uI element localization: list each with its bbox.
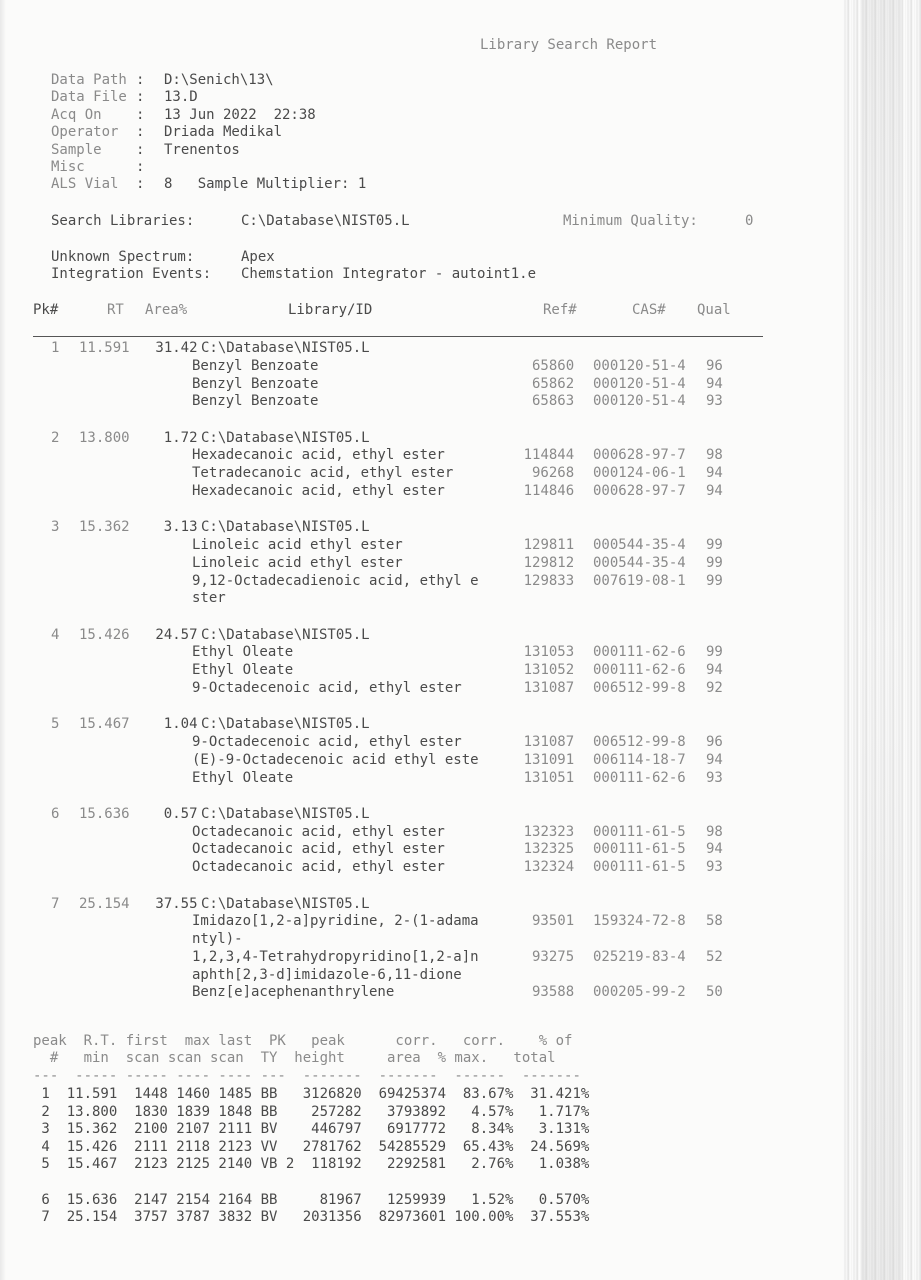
hit-qual: 99 [706, 644, 723, 661]
header-label: Operator [51, 124, 119, 141]
summary-header-line: peak R.T. first max last PK peak corr. corr. % of [33, 1033, 573, 1049]
hit-name: Benzyl Benzoate [192, 393, 319, 410]
hit-ref: 132325 [523, 841, 575, 858]
hit-name: ster [192, 590, 226, 607]
unknown-spectrum-value: Apex [241, 249, 275, 265]
peak-rt: 13.800 [79, 429, 130, 446]
header-value: 13 Jun 2022 22:38 [164, 106, 316, 123]
hit-cas: 000544-35-4 [593, 537, 686, 554]
hit-ref: 114844 [523, 447, 575, 464]
scan-right-shadow [861, 0, 901, 1280]
report-title: Library Search Report [480, 37, 658, 53]
col-ref: Ref# [543, 302, 577, 318]
hit-qual: 50 [706, 984, 723, 1001]
header-value: 8 Sample Multiplier: 1 [164, 176, 367, 193]
summary-row: 5 15.467 2123 2125 2140 VB 2 118192 2292581 2.76% 1.038% [33, 1156, 590, 1173]
hit-ref: 65860 [532, 357, 575, 374]
peak-rt: 15.467 [79, 716, 130, 733]
hit-ref: 132323 [523, 823, 575, 840]
hit-name: Tetradecanoic acid, ethyl ester [192, 465, 454, 482]
hit-name: Benzyl Benzoate [192, 375, 319, 392]
hit-qual: 92 [706, 679, 723, 696]
hit-cas: 006114-18-7 [593, 751, 686, 768]
peak-library: C:\Database\NIST05.L [201, 716, 370, 733]
header-value: 13.D [164, 89, 198, 106]
hit-name: Linoleic acid ethyl ester [192, 537, 403, 554]
hit-qual: 94 [706, 375, 723, 392]
hit-qual: 58 [706, 913, 723, 930]
hit-ref: 129812 [523, 554, 575, 571]
hit-name: Linoleic acid ethyl ester [192, 554, 403, 571]
peak-library: C:\Database\NIST05.L [201, 340, 370, 356]
hit-ref: 131052 [523, 662, 575, 679]
hit-cas: 000120-51-4 [593, 393, 686, 410]
hit-ref: 131091 [523, 751, 575, 768]
col-qual: Qual [697, 302, 731, 318]
hit-ref: 129811 [523, 537, 575, 554]
peak-number: 7 [51, 895, 60, 912]
header-value: Trenentos [164, 141, 240, 158]
integration-events-label: Integration Events: [51, 266, 212, 282]
peak-number: 1 [51, 340, 60, 356]
col-cas: CAS# [632, 302, 666, 318]
hit-qual: 94 [706, 662, 723, 679]
header-label: ALS Vial [51, 176, 119, 193]
hit-cas: 000111-61-5 [593, 823, 686, 840]
summary-header-line: --- ----- ----- ---- ---- --- ------- ------- ------ ------- [33, 1067, 581, 1084]
summary-row: 7 25.154 3757 3787 3832 BV 2031356 82973601 100.00% 37.553% [33, 1209, 590, 1226]
summary-row: 1 11.591 1448 1460 1485 BB 3126820 69425374 83.67% 31.421% [33, 1086, 590, 1102]
hit-name: Ethyl Oleate [192, 662, 294, 679]
hit-ref: 93275 [532, 948, 575, 965]
header-label: Acq On [51, 106, 102, 123]
hit-qual: 99 [706, 537, 723, 554]
hit-cas: 000111-62-6 [593, 662, 686, 679]
hit-cas: 006512-99-8 [593, 679, 686, 696]
header-colon: : [136, 141, 145, 158]
peak-rt: 15.636 [79, 805, 130, 822]
summary-row: 2 13.800 1830 1839 1848 BB 257282 3793892 4.57% 1.717% [33, 1103, 590, 1120]
peak-area: 31.42 [155, 340, 198, 356]
peak-area: 1.04 [163, 716, 198, 733]
header-colon: : [136, 106, 145, 123]
hit-cas: 000628-97-7 [593, 447, 686, 464]
peak-library: C:\Database\NIST05.L [201, 626, 370, 643]
peak-area: 1.72 [163, 429, 198, 446]
header-rule [33, 336, 763, 337]
hit-name: Benz[e]acephenanthrylene [192, 984, 395, 1001]
col-area: Area% [145, 302, 188, 318]
hit-qual: 99 [706, 554, 723, 571]
hit-name: Ethyl Oleate [192, 769, 294, 786]
hit-ref: 114846 [523, 482, 575, 499]
hit-qual: 94 [706, 751, 723, 768]
hit-ref: 65863 [532, 393, 575, 410]
header-label: Sample [51, 141, 102, 158]
peak-number: 5 [51, 716, 60, 733]
hit-ref: 93501 [532, 913, 575, 930]
header-colon: : [136, 124, 145, 141]
hit-ref: 131087 [523, 679, 575, 696]
peak-rt: 15.426 [79, 626, 130, 643]
hit-name: 9,12-Octadecadienoic acid, ethyl e [192, 572, 479, 589]
search-libraries-value: C:\Database\NIST05.L [241, 213, 410, 229]
peak-library: C:\Database\NIST05.L [201, 429, 370, 446]
hit-name: Octadecanoic acid, ethyl ester [192, 841, 445, 858]
hit-ref: 65862 [532, 375, 575, 392]
hit-qual: 93 [706, 769, 723, 786]
summary-row: 6 15.636 2147 2154 2164 BB 81967 1259939 1.52% 0.570% [33, 1191, 590, 1208]
hit-name: Hexadecanoic acid, ethyl ester [192, 482, 445, 499]
header-label: Data Path [51, 72, 127, 88]
hit-name: Imidazo[1,2-a]pyridine, 2-(1-adama [192, 913, 479, 930]
hit-ref: 93588 [532, 984, 575, 1001]
hit-qual: 52 [706, 948, 723, 965]
peak-area: 37.55 [155, 895, 198, 912]
header-colon: : [136, 89, 145, 106]
minimum-quality-label: Minimum Quality: [563, 213, 698, 229]
integration-events-value: Chemstation Integrator - autoint1.e [241, 266, 537, 282]
hit-name: Ethyl Oleate [192, 644, 294, 661]
hit-name: aphth[2,3-d]imidazole-6,11-dione [192, 966, 462, 983]
peak-library: C:\Database\NIST05.L [201, 519, 370, 536]
summary-header-line: # min scan scan scan TY height area % max. total [33, 1050, 556, 1067]
hit-name: Octadecanoic acid, ethyl ester [192, 859, 445, 876]
hit-cas: 000111-62-6 [593, 644, 686, 661]
col-pk: Pk# [33, 302, 59, 318]
header-label: Misc [51, 159, 85, 175]
summary-row: 4 15.426 2111 2118 2123 VV 2781762 54285529 65.43% 24.569% [33, 1138, 590, 1155]
hit-qual: 94 [706, 841, 723, 858]
hit-cas: 025219-83-4 [593, 948, 686, 965]
hit-cas: 000120-51-4 [593, 357, 686, 374]
hit-name: Octadecanoic acid, ethyl ester [192, 823, 445, 840]
hit-cas: 000124-06-1 [593, 465, 686, 482]
hit-cas: 000111-62-6 [593, 769, 686, 786]
col-rt: RT [107, 302, 124, 318]
header-colon: : [136, 72, 145, 88]
peak-number: 2 [51, 429, 60, 446]
hit-name: ntyl)- [192, 931, 243, 948]
hit-ref: 131087 [523, 734, 575, 751]
hit-cas: 000111-61-5 [593, 841, 686, 858]
header-colon: : [136, 176, 145, 193]
search-libraries-label: Search Libraries: [51, 213, 195, 229]
hit-name: 9-Octadecenoic acid, ethyl ester [192, 734, 462, 751]
hit-name: 9-Octadecenoic acid, ethyl ester [192, 679, 462, 696]
hit-cas: 159324-72-8 [593, 913, 686, 930]
peak-library: C:\Database\NIST05.L [201, 895, 370, 912]
hit-qual: 96 [706, 734, 723, 751]
hit-qual: 93 [706, 859, 723, 876]
peak-rt: 25.154 [79, 895, 130, 912]
hit-cas: 000111-61-5 [593, 859, 686, 876]
hit-ref: 131053 [523, 644, 575, 661]
header-value: Driada Medikal [164, 124, 283, 141]
hit-ref: 132324 [523, 859, 575, 876]
peak-rt: 11.591 [79, 340, 130, 356]
header-label: Data File [51, 89, 127, 106]
header-colon: : [136, 159, 145, 175]
hit-name: Benzyl Benzoate [192, 357, 319, 374]
peak-number: 4 [51, 626, 60, 643]
peak-library: C:\Database\NIST05.L [201, 805, 370, 822]
hit-cas: 000544-35-4 [593, 554, 686, 571]
hit-ref: 129833 [523, 572, 575, 589]
col-library: Library/ID [288, 302, 373, 318]
hit-qual: 94 [706, 465, 723, 482]
hit-qual: 93 [706, 393, 723, 410]
hit-cas: 007619-08-1 [593, 572, 686, 589]
hit-qual: 96 [706, 357, 723, 374]
minimum-quality-value: 0 [745, 213, 754, 229]
hit-cas: 000628-97-7 [593, 482, 686, 499]
hit-qual: 99 [706, 572, 723, 589]
hit-cas: 000205-99-2 [593, 984, 686, 1001]
peak-number: 6 [51, 805, 60, 822]
peak-area: 24.57 [155, 626, 198, 643]
peak-area: 0.57 [163, 805, 198, 822]
summary-row: 3 15.362 2100 2107 2111 BV 446797 6917772 8.34% 3.131% [33, 1121, 590, 1138]
hit-ref: 131051 [523, 769, 575, 786]
hit-qual: 94 [706, 482, 723, 499]
scan-left-edge [0, 0, 6, 1280]
peak-rt: 15.362 [79, 519, 130, 536]
hit-name: 1,2,3,4-Tetrahydropyridino[1,2-a]n [192, 948, 479, 965]
peak-number: 3 [51, 519, 60, 536]
hit-name: (E)-9-Octadecenoic acid ethyl este [192, 751, 479, 768]
hit-cas: 006512-99-8 [593, 734, 686, 751]
hit-ref: 96268 [532, 465, 575, 482]
unknown-spectrum-label: Unknown Spectrum: [51, 249, 195, 265]
hit-cas: 000120-51-4 [593, 375, 686, 392]
header-value: D:\Senich\13\ [164, 72, 274, 88]
hit-name: Hexadecanoic acid, ethyl ester [192, 447, 445, 464]
hit-qual: 98 [706, 823, 723, 840]
hit-qual: 98 [706, 447, 723, 464]
peak-area: 3.13 [163, 519, 198, 536]
